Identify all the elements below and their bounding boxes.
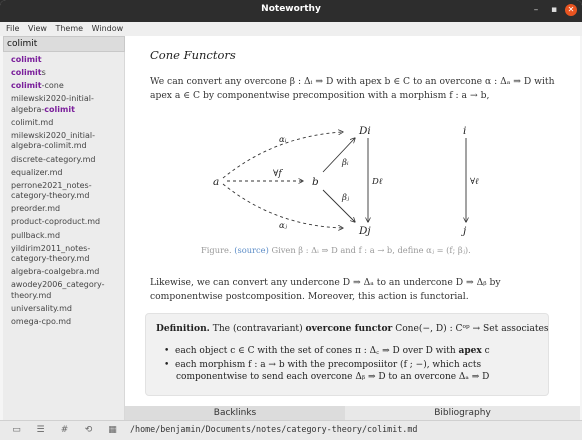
close-button[interactable]: ✕ [565, 4, 577, 16]
paragraph-1-line-1: We can convert any overcone β : Δᵢ ⇒ D with apex b ∈ C to an overcone α : Δₐ ⇒ D with [150, 76, 555, 87]
search-input[interactable]: colimit [3, 36, 125, 52]
file-tree-icon[interactable]: ☰ [36, 425, 45, 435]
menu-view[interactable]: View [27, 24, 47, 33]
folder-icon[interactable]: ▭ [12, 425, 21, 435]
bottom-tabs [125, 406, 580, 420]
node-b: b [312, 176, 319, 188]
calendar-icon[interactable]: ▦ [108, 425, 117, 435]
source-link[interactable]: (source) [234, 245, 269, 255]
list-item[interactable]: colimit-cone [11, 81, 64, 91]
status-bar [0, 420, 582, 440]
node-j: j [463, 225, 467, 237]
sidebar [3, 36, 125, 420]
commutative-diagram [195, 116, 495, 241]
minimize-button[interactable]: – [533, 5, 539, 15]
list-item[interactable]: discrete-category.md [11, 154, 96, 164]
tab-bibliography[interactable]: Bibliography [345, 406, 580, 420]
list-item[interactable]: yildirim2011_notes-category-theory.md [11, 243, 91, 264]
list-item[interactable]: equalizer.md [11, 167, 63, 177]
definition-heading: Definition. The (contravariant) overcone functor Cone(−, D) : Cᵒᵖ → Set associates [156, 323, 549, 334]
figure-caption: Figure. (source) Given β : Δᵢ ⇒ D and f : a → b, define αⱼ = (f; βⱼ). [201, 245, 471, 255]
editor-content[interactable] [125, 36, 580, 406]
definition-bullet-2-cont: componentwise to send each overcone Δᵦ ⇒ D to an overcone Δₐ ⇒ D [176, 372, 490, 382]
paragraph-2-line-1: Likewise, we can convert any undercone D ⇒ Δₐ to an undercone D ⇒ Δᵦ by [150, 277, 501, 288]
list-item[interactable]: universality.md [11, 303, 72, 313]
label-forall-l: ∀ℓ [470, 177, 479, 187]
list-item[interactable]: milewski2020-initial-algebra-colimit [11, 94, 94, 114]
hashtag-icon[interactable]: # [60, 425, 69, 435]
list-item[interactable]: algebra-coalgebra.md [11, 267, 100, 277]
arrow-beta-j [323, 190, 355, 222]
list-item[interactable]: omega-cpo.md [11, 317, 72, 326]
node-i: i [463, 125, 467, 137]
paragraph-2-line-2: componentwise postcomposition. Moreover, this action is functorial. [150, 291, 469, 302]
menu-bar [0, 22, 582, 36]
list-item[interactable]: colimit [11, 55, 42, 64]
file-path: /home/benjamin/Documents/notes/category-theory/colimit.md [130, 424, 418, 434]
menu-theme[interactable]: Theme [55, 24, 84, 33]
list-item[interactable]: preorder.md [11, 204, 61, 214]
list-item[interactable]: colimits [11, 68, 46, 78]
label-beta-j: βⱼ [342, 193, 350, 203]
paragraph-1-line-2: apex a ∈ C by componentwise precomposition with a morphism f : a → b, [150, 90, 490, 101]
menu-file[interactable]: File [6, 24, 20, 33]
node-a: a [213, 176, 220, 188]
file-list [11, 55, 125, 330]
label-D-l: Dℓ [372, 177, 383, 187]
history-icon[interactable]: ⟲ [84, 425, 93, 435]
definition-bullet-1: • each object c ∈ C with the set of cones π : Δ꜀ ⇒ D over D with apex c [164, 346, 490, 356]
definition-bullet-2: • each morphism f : a → b with the precomposiitor (f ; −), which acts [164, 360, 482, 370]
label-alpha-j: αⱼ [279, 221, 287, 231]
list-item[interactable]: pullback.md [11, 230, 61, 240]
title-bar [0, 0, 582, 22]
list-item[interactable]: perrone2021_notes-category-theory.md [11, 180, 92, 201]
window-title: Noteworthy [261, 4, 321, 14]
label-forall-f: ∀f [273, 169, 282, 179]
label-beta-i: βᵢ [342, 158, 349, 168]
page-title: Cone Functors [150, 48, 236, 62]
list-item[interactable]: awodey2006_category-theory.md [11, 280, 105, 300]
node-Dj: Dj [359, 225, 371, 237]
label-alpha-i: αᵢ [279, 135, 287, 145]
menu-window[interactable]: Window [91, 24, 124, 33]
list-item[interactable]: colimit.md [11, 117, 54, 127]
arrow-beta-i [323, 138, 355, 172]
list-item[interactable]: product-coproduct.md [11, 217, 101, 227]
tab-backlinks[interactable]: Backlinks [125, 406, 345, 420]
definition-box [145, 313, 549, 396]
maximize-button[interactable]: ▪ [550, 5, 558, 15]
list-item[interactable]: milewski2020_initial-algebra-colimit.md [11, 130, 95, 151]
node-Di: Di [359, 125, 371, 137]
